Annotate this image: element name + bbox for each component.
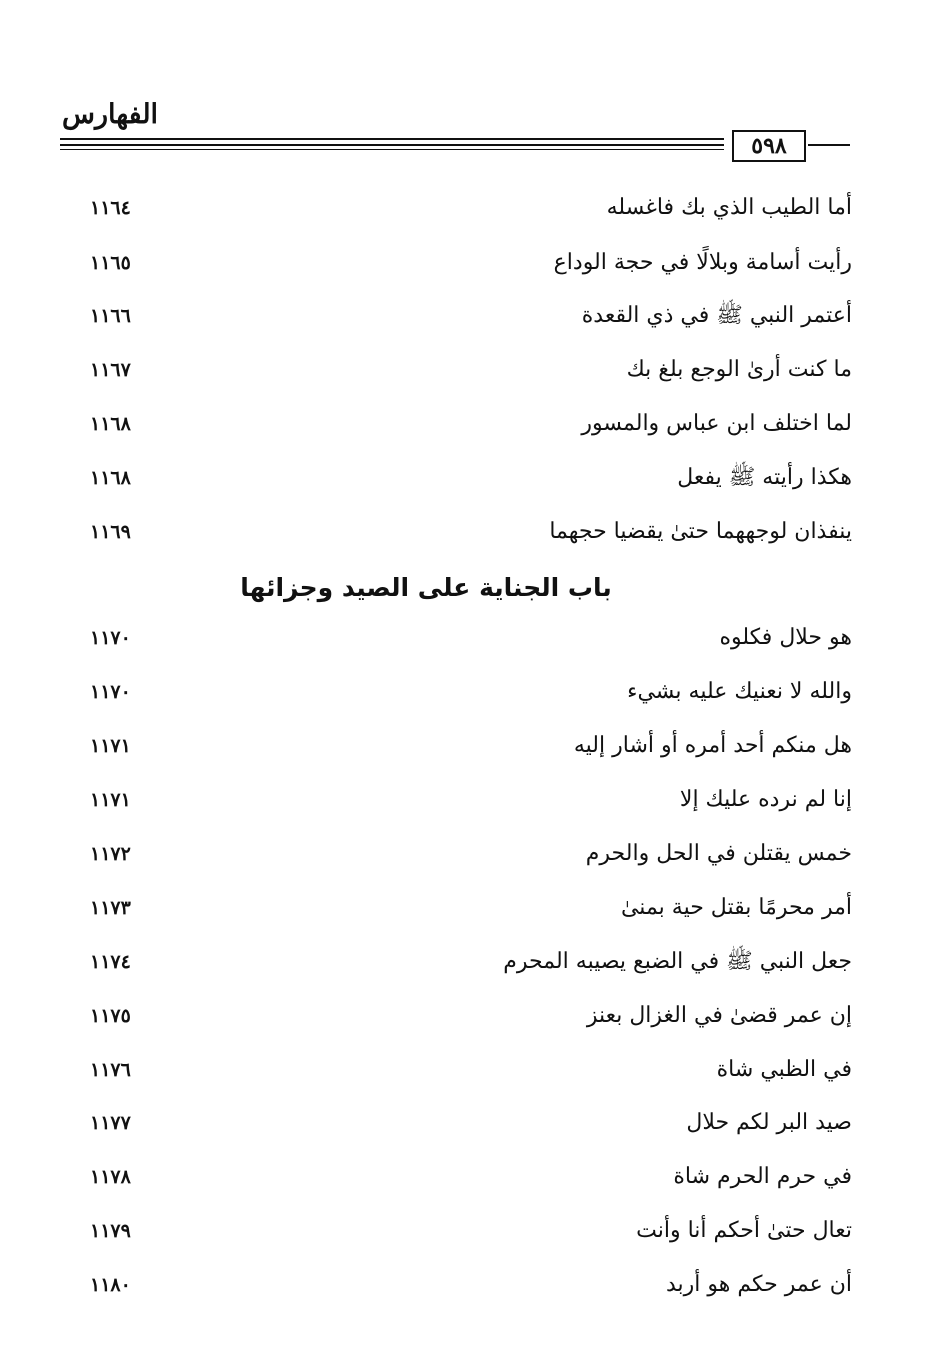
entry-text: لما اختلف ابن عباس والمسور <box>581 411 852 436</box>
entry-text: ما كنت أرىٰ الوجع بلغ بك <box>626 357 852 382</box>
entry-page: ١١٧٨ <box>90 1166 131 1188</box>
index-entry <box>90 1265 852 1305</box>
running-title: الفهارس <box>62 99 159 130</box>
index-entry <box>90 1050 852 1090</box>
entry-text: أعتمر النبي ﷺ في ذي القعدة <box>581 303 852 328</box>
entry-page: ١١٦٦ <box>90 305 131 327</box>
header-rule <box>60 144 724 146</box>
entry-page: ١١٦٤ <box>90 197 131 219</box>
entry-page: ١١٧٠ <box>90 627 131 649</box>
entry-text: في حرم الحرم شاة <box>673 1164 852 1189</box>
entry-page: ١١٧١ <box>90 735 131 757</box>
entry-page: ١١٦٩ <box>90 521 131 543</box>
entry-text: والله لا نعنيك عليه بشيء <box>627 679 852 704</box>
entry-page: ١١٧٣ <box>90 897 131 919</box>
index-entry <box>90 672 852 712</box>
page-number: ٥٩٨ <box>732 130 806 162</box>
entry-text: جعل النبي ﷺ في الضبع يصيبه المحرم <box>503 949 852 974</box>
header-rule <box>60 149 724 150</box>
entry-text: إن عمر قضىٰ في الغزال بعنز <box>586 1003 852 1028</box>
header-rule <box>60 138 724 140</box>
entry-page: ١١٧٤ <box>90 951 131 973</box>
entry-page: ١١٧٧ <box>90 1112 131 1134</box>
index-entry <box>90 726 852 766</box>
entry-text: في الظبي شاة <box>716 1057 852 1082</box>
entry-text: هل منكم أحد أمره أو أشار إليه <box>573 733 852 758</box>
entry-page: ١١٧٢ <box>90 843 131 865</box>
index-entry <box>90 458 852 498</box>
index-entry <box>90 1211 852 1251</box>
entry-text: تعال حتىٰ أحكم أنا وأنت <box>636 1218 852 1243</box>
index-entry <box>90 404 852 444</box>
index-entry <box>90 243 852 283</box>
entry-page: ١١٧٠ <box>90 681 131 703</box>
entry-page: ١١٨٠ <box>90 1274 131 1296</box>
index-entry <box>90 780 852 820</box>
section-heading: باب الجناية على الصيد وجزائها <box>240 573 612 602</box>
entry-page: ١١٧٩ <box>90 1220 131 1242</box>
index-entry <box>90 1157 852 1197</box>
header-rule <box>808 144 850 146</box>
index-entry <box>90 188 852 228</box>
page-header <box>60 96 850 166</box>
index-entry <box>90 350 852 390</box>
entry-page: ١١٧٦ <box>90 1059 131 1081</box>
entry-page: ١١٦٧ <box>90 359 131 381</box>
entry-text: أما الطيب الذي بك فاغسله <box>606 195 852 220</box>
index-entry <box>90 618 852 658</box>
entry-page: ١١٧١ <box>90 789 131 811</box>
entry-text: أمر محرمًا بقتل حية بمنىٰ <box>620 895 852 920</box>
entry-text: خمس يقتلن في الحل والحرم <box>585 841 852 866</box>
entry-page: ١١٦٥ <box>90 252 131 274</box>
index-entry <box>90 834 852 874</box>
entry-text: أن عمر حكم هو أربد <box>666 1272 852 1297</box>
entry-text: رأيت أسامة وبلالًا في حجة الوداع <box>553 250 852 275</box>
index-entry <box>90 996 852 1036</box>
index-entry <box>90 942 852 982</box>
entry-page: ١١٧٥ <box>90 1005 131 1027</box>
index-entry <box>90 512 852 552</box>
entry-text: إنا لم نرده عليك إلا <box>679 787 852 812</box>
entry-page: ١١٦٨ <box>90 413 131 435</box>
index-entry <box>90 296 852 336</box>
entry-text: صيد البر لكم حلال <box>686 1110 852 1135</box>
entry-text: ينفذان لوجههما حتىٰ يقضيا حجهما <box>549 519 852 544</box>
entry-text: هو حلال فكلوه <box>719 625 852 650</box>
index-entry <box>90 1103 852 1143</box>
index-entry <box>90 888 852 928</box>
entry-text: هكذا رأيته ﷺ يفعل <box>677 465 852 490</box>
entry-page: ١١٦٨ <box>90 467 131 489</box>
